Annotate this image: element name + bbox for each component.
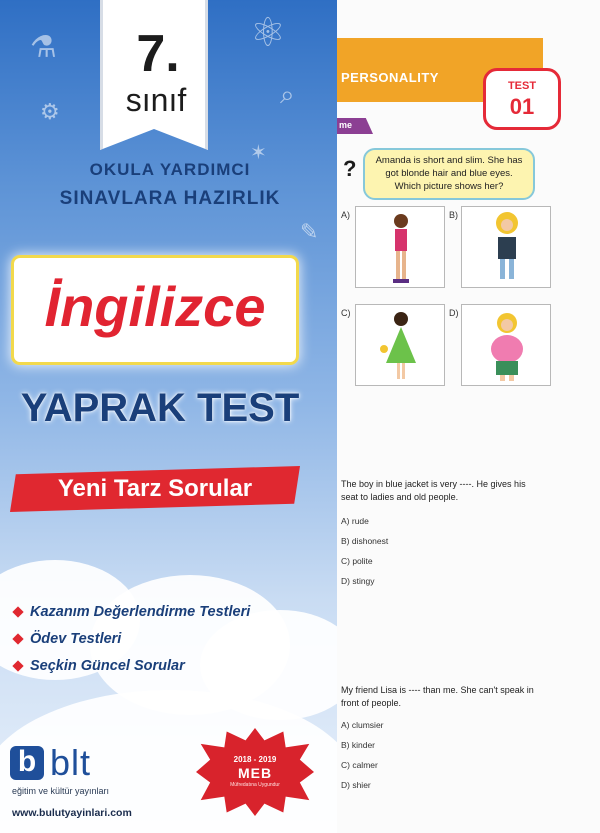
feature-item <box>14 652 314 679</box>
question-2-option: B) dishonest <box>341 536 389 546</box>
question-mark-icon: ? <box>343 156 357 181</box>
girl-dress-icon <box>356 305 446 387</box>
question-2-option: D) stingy <box>341 576 375 586</box>
sample-page <box>337 0 600 833</box>
option-letter: D) <box>449 308 459 318</box>
question-1-text: Amanda is short and slim. She has got blonde hair and blue eyes. Which picture shows her? <box>363 148 535 200</box>
question-3-option: A) clumsier <box>341 720 384 730</box>
diamond-bullet-icon <box>12 633 23 644</box>
seal-years: 2018 - 2019 <box>233 755 277 764</box>
diamond-bullet-icon <box>12 660 23 671</box>
question-3-text: My friend Lisa is ---- than me. She can't speak in front of people. <box>341 685 534 708</box>
seal-note: Müfredatına Uygundur <box>230 782 280 788</box>
feature-label: Seçkin Güncel Sorular <box>30 657 185 674</box>
option-letter: A) <box>341 210 350 220</box>
atom-icon: ⚛ <box>250 10 286 56</box>
question-2-option: C) polite <box>341 556 373 566</box>
publisher-url: www.bulutyayinlari.com <box>12 807 132 819</box>
gear-icon: ⚙ <box>40 100 60 125</box>
option-d-picture <box>461 304 551 386</box>
feature-item <box>14 625 314 652</box>
flask-icon: ⚗ <box>30 30 57 65</box>
feature-label: Ödev Testleri <box>30 630 122 647</box>
seal-org: MEB <box>237 765 273 781</box>
feature-list <box>14 598 314 679</box>
question-2-option: A) rude <box>341 516 369 526</box>
grade-number: 7. <box>136 25 180 83</box>
girl-blonde-icon <box>462 207 552 289</box>
feature-item <box>14 598 314 625</box>
question-3-option: C) calmer <box>341 760 378 770</box>
star-icon: ✶ <box>250 140 267 164</box>
option-c-picture <box>355 304 445 386</box>
pencil-icon: ✎ <box>300 220 319 245</box>
option-b-picture <box>461 206 551 288</box>
test-label: TEST <box>507 80 537 92</box>
question-2-text: The boy in blue jacket is very ----. He gives his seat to ladies and old people. <box>341 479 526 502</box>
sub-tab-label: me <box>339 120 353 130</box>
feature-label: Kazanım Değerlendirme Testleri <box>30 603 251 620</box>
option-letter: C) <box>341 308 351 318</box>
magnifier-icon: ⌕ <box>280 80 295 110</box>
test-number: 01 <box>509 94 535 119</box>
publisher-logo-mark: b <box>10 746 44 780</box>
option-a-picture <box>355 206 445 288</box>
publisher-tagline: eğitim ve kültür yayınları <box>12 786 110 796</box>
diamond-bullet-icon <box>12 606 23 617</box>
grade-word: sınıf <box>125 82 187 118</box>
series-title: YAPRAK TEST <box>20 386 300 430</box>
option-letter: B) <box>449 210 458 220</box>
unit-title: PERSONALITY <box>341 70 439 85</box>
question-3-option: B) kinder <box>341 740 376 750</box>
question-3-option: D) shier <box>341 780 371 790</box>
red-band-text: Yeni Tarz Sorular <box>57 475 253 502</box>
headline-exam: SINAVLARA HAZIRLIK <box>59 188 281 209</box>
subject-title: İngilizce <box>44 275 266 338</box>
girl-tall-icon <box>356 207 446 289</box>
girl-short-icon <box>462 305 552 387</box>
headline-school: OKULA YARDIMCI <box>89 160 251 179</box>
publisher-logo-name: blt <box>50 742 92 783</box>
